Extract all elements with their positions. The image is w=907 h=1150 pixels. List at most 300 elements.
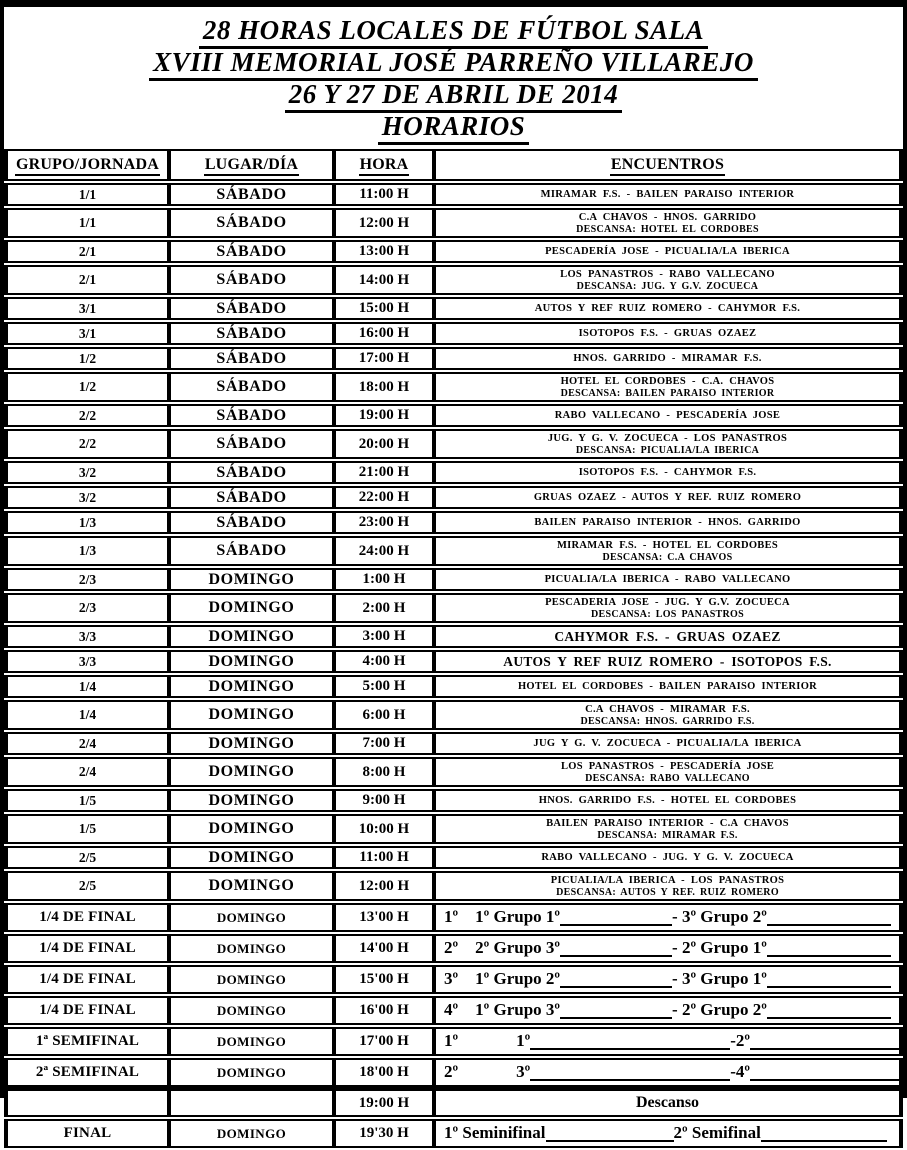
match-teams: ISOTOPOS F.S. - GRUAS OZAEZ xyxy=(578,327,757,339)
hora-label: 23:00 H xyxy=(358,514,410,530)
match-entry xyxy=(440,376,895,399)
table-row xyxy=(4,372,903,402)
table-row xyxy=(4,650,903,673)
match-entry xyxy=(440,654,895,669)
match-teams: MIRAMAR F.S. - HOTEL EL CORDOBES xyxy=(556,539,779,551)
match-entry xyxy=(440,517,895,529)
hora-cell xyxy=(332,732,432,755)
table-row xyxy=(4,240,903,263)
hora-cell xyxy=(332,846,432,869)
match-entry xyxy=(440,328,895,340)
match-entry xyxy=(440,629,895,644)
table-row xyxy=(4,625,903,648)
column-header-label: HORA xyxy=(359,156,410,176)
lugar-dia-cell xyxy=(167,486,332,509)
match-teams: BAILEN PARAISO INTERIOR - C.A CHAVOS xyxy=(546,817,789,829)
encuentros-cell xyxy=(432,675,903,698)
grupo-jornada-label: 1/4 DE FINAL xyxy=(39,940,136,956)
table-row xyxy=(4,208,903,238)
match-teams: JUG. Y G. V. ZOCUECA - LOS PANASTROS xyxy=(547,432,788,444)
match-entry xyxy=(440,704,895,727)
hora-label: 5:00 H xyxy=(362,678,406,694)
encuentros-cell xyxy=(432,568,903,591)
hora-cell xyxy=(332,404,432,427)
lugar-dia-label: DOMINGO xyxy=(208,820,295,837)
hora-label: 12:00 H xyxy=(358,214,410,231)
table-row xyxy=(4,593,903,623)
descansa-note: DESCANSA: RABO VALLECANO xyxy=(585,772,750,784)
grupo-jornada-cell xyxy=(4,675,167,698)
grupo-jornada-label: 2/1 xyxy=(78,243,97,259)
encuentros-cell xyxy=(432,593,903,623)
match-teams: C.A CHAVOS - MIRAMAR F.S. xyxy=(585,703,750,715)
away-slot-label: - 2º Grupo 2º xyxy=(672,1000,767,1019)
grupo-jornada-label: 3/1 xyxy=(78,325,97,341)
lugar-dia-label: DOMINGO xyxy=(208,706,295,723)
lugar-dia-cell xyxy=(167,625,332,648)
match-teams: HNOS. GARRIDO - MIRAMAR F.S. xyxy=(573,352,762,364)
lugar-dia-cell xyxy=(167,372,332,402)
grupo-jornada-cell xyxy=(4,404,167,427)
blank-line xyxy=(546,1127,674,1142)
encuentros-cell xyxy=(432,240,903,263)
table-row xyxy=(4,934,903,963)
table-row xyxy=(4,429,903,459)
encuentros-cell xyxy=(432,183,903,206)
match-entry xyxy=(440,353,895,365)
table-row xyxy=(4,568,903,591)
grupo-jornada-label: 1/1 xyxy=(78,215,97,230)
lugar-dia-cell xyxy=(167,536,332,566)
home-slot-label: 3º xyxy=(516,1062,531,1081)
lugar-dia-label: SÁBADO xyxy=(216,488,287,506)
hora-cell xyxy=(332,511,432,534)
grupo-jornada-label: 2/2 xyxy=(78,407,97,423)
match-entry xyxy=(440,795,895,807)
hora-label: 10:00 H xyxy=(358,820,410,837)
grupo-jornada-label: 1/4 xyxy=(78,707,97,722)
grupo-jornada-cell xyxy=(4,372,167,402)
hora-label: 18'00 H xyxy=(359,1064,409,1080)
grupo-jornada-label: 1/2 xyxy=(78,379,97,394)
lugar-dia-label: SÁBADO xyxy=(216,406,287,424)
encuentros-cell xyxy=(432,846,903,869)
table-header xyxy=(4,149,903,181)
title-row xyxy=(4,16,903,44)
match-teams: BAILEN PARAISO INTERIOR - HNOS. GARRIDO xyxy=(534,516,801,528)
descanso-label: Descanso xyxy=(635,1094,700,1111)
match-teams: RABO VALLECANO - PESCADERÍA JOSE xyxy=(554,409,781,421)
encuentros-cell xyxy=(432,871,903,901)
lugar-dia-cell xyxy=(167,240,332,263)
lugar-dia-cell xyxy=(167,404,332,427)
table-row xyxy=(4,675,903,698)
away-slot-label: -2º xyxy=(730,1031,751,1050)
grupo-jornada-cell xyxy=(4,297,167,320)
hora-cell xyxy=(332,871,432,901)
hora-cell xyxy=(332,347,432,370)
hora-cell xyxy=(332,208,432,238)
hora-label: 19:00 H xyxy=(358,1094,410,1111)
table-row xyxy=(4,846,903,869)
hora-label: 11:00 H xyxy=(359,849,409,865)
playoff-entry xyxy=(440,1030,895,1053)
grupo-jornada-label: 1/3 xyxy=(78,543,97,558)
grupo-jornada-cell xyxy=(4,1058,167,1087)
descansa-note: DESCANSA: HOTEL EL CORDOBES xyxy=(576,223,759,235)
seed-label: 2º xyxy=(444,1062,459,1081)
lugar-dia-label: SÁBADO xyxy=(216,214,287,231)
hora-cell xyxy=(332,996,432,1025)
lugar-dia-cell xyxy=(167,675,332,698)
grupo-jornada-cell xyxy=(4,536,167,566)
hora-label: 13:00 H xyxy=(358,243,410,259)
lugar-dia-cell xyxy=(167,511,332,534)
hora-cell xyxy=(332,486,432,509)
grupo-jornada-label: 2ª SEMIFINAL xyxy=(35,1064,140,1080)
column-header-hora xyxy=(332,149,432,181)
grupo-jornada-label: 1ª SEMIFINAL xyxy=(35,1033,140,1049)
table-body xyxy=(4,183,903,1148)
grupo-jornada-label: 2/5 xyxy=(78,878,97,893)
match-teams: HOTEL EL CORDOBES - C.A. CHAVOS xyxy=(560,375,775,387)
grupo-jornada-cell xyxy=(4,568,167,591)
encuentros-cell xyxy=(432,1089,903,1117)
hora-label: 14:00 H xyxy=(358,271,410,288)
grupo-jornada-label: 2/4 xyxy=(78,764,97,779)
lugar-dia-label: SÁBADO xyxy=(216,542,287,559)
encuentros-cell xyxy=(432,511,903,534)
encuentros-cell xyxy=(432,208,903,238)
table-row xyxy=(4,871,903,901)
match-entry xyxy=(440,467,895,479)
blank-line xyxy=(560,1004,672,1019)
blank-line xyxy=(750,1035,902,1050)
descansa-note: DESCANSA: C.A CHAVOS xyxy=(602,551,733,563)
hora-cell xyxy=(332,625,432,648)
match-entry xyxy=(440,852,895,864)
grupo-jornada-cell xyxy=(4,650,167,673)
match-entry xyxy=(440,303,895,315)
hora-label: 17:00 H xyxy=(358,350,410,366)
playoff-entry xyxy=(440,968,895,991)
hora-label: 19'30 H xyxy=(359,1125,409,1141)
grupo-jornada-label: 3/3 xyxy=(78,628,97,644)
lugar-dia-label: DOMINGO xyxy=(216,1033,287,1049)
grupo-jornada-label: 3/3 xyxy=(78,653,97,669)
grupo-jornada-label: 1/4 DE FINAL xyxy=(39,1002,136,1018)
lugar-dia-label: SÁBADO xyxy=(216,378,287,395)
grupo-jornada-cell xyxy=(4,700,167,730)
final-entry xyxy=(440,1122,895,1145)
descansa-note: DESCANSA: JUG. Y G.V. ZOCUECA xyxy=(576,280,759,292)
hora-label: 7:00 H xyxy=(362,735,406,751)
grupo-jornada-label: 2/3 xyxy=(78,600,97,615)
encuentros-cell xyxy=(432,650,903,673)
grupo-jornada-label: 2/4 xyxy=(78,735,97,751)
match-teams: AUTOS Y REF RUIZ ROMERO - ISOTOPOS F.S. xyxy=(503,654,832,669)
home-slot-label: 2º Grupo 3º xyxy=(475,938,561,957)
match-teams: CAHYMOR F.S. - GRUAS OZAEZ xyxy=(554,629,781,644)
hora-cell xyxy=(332,297,432,320)
encuentros-cell xyxy=(432,1027,903,1056)
match-teams: HNOS. GARRIDO F.S. - HOTEL EL CORDOBES xyxy=(538,794,797,806)
encuentros-cell xyxy=(432,965,903,994)
hora-cell xyxy=(332,1089,432,1117)
home-slot-label: 1º Grupo 3º xyxy=(475,1000,561,1019)
title-block xyxy=(4,7,903,147)
descansa-note: DESCANSA: PICUALIA/LA IBERICA xyxy=(575,444,760,456)
hora-label: 11:00 H xyxy=(359,186,409,202)
table-row xyxy=(4,996,903,1025)
encuentros-cell xyxy=(432,372,903,402)
lugar-dia-label: SÁBADO xyxy=(216,435,287,452)
grupo-jornada-label: 3/1 xyxy=(78,300,97,316)
hora-cell xyxy=(332,650,432,673)
hora-cell xyxy=(332,675,432,698)
table-row xyxy=(4,1119,903,1148)
grupo-jornada-label: 1/1 xyxy=(78,186,97,202)
lugar-dia-label: DOMINGO xyxy=(216,909,287,925)
grupo-jornada-label: 2/1 xyxy=(78,272,97,287)
lugar-dia-cell xyxy=(167,1027,332,1056)
lugar-dia-label: DOMINGO xyxy=(208,734,295,752)
match-teams: C.A CHAVOS - HNOS. GARRIDO xyxy=(578,211,757,223)
match-entry xyxy=(440,212,895,235)
lugar-dia-cell xyxy=(167,183,332,206)
lugar-dia-cell xyxy=(167,429,332,459)
table-row xyxy=(4,965,903,994)
lugar-dia-cell xyxy=(167,700,332,730)
grupo-jornada-label: 1/5 xyxy=(78,821,97,836)
hora-cell xyxy=(332,593,432,623)
title-row xyxy=(4,80,903,108)
table-row xyxy=(4,700,903,730)
grupo-jornada-label: 1/4 xyxy=(78,678,97,694)
lugar-dia-cell xyxy=(167,903,332,932)
match-teams: LOS PANASTROS - PESCADERÍA JOSE xyxy=(560,760,775,772)
lugar-dia-label: DOMINGO xyxy=(208,877,295,894)
lugar-dia-label: DOMINGO xyxy=(208,570,295,588)
title-row xyxy=(4,112,903,140)
grupo-jornada-cell xyxy=(4,732,167,755)
match-entry xyxy=(440,597,895,620)
blank-line xyxy=(560,942,672,957)
hora-cell xyxy=(332,1058,432,1087)
title-row xyxy=(4,48,903,76)
hora-cell xyxy=(332,789,432,812)
lugar-dia-cell xyxy=(167,934,332,963)
table-row xyxy=(4,903,903,932)
lugar-dia-cell xyxy=(167,322,332,345)
lugar-dia-label: DOMINGO xyxy=(208,763,295,780)
hora-label: 17'00 H xyxy=(359,1033,409,1049)
hora-cell xyxy=(332,322,432,345)
hora-label: 15'00 H xyxy=(359,971,409,987)
blank-line xyxy=(767,911,891,926)
lugar-dia-cell xyxy=(167,347,332,370)
encuentros-cell xyxy=(432,625,903,648)
column-header-lugar-dia xyxy=(167,149,332,181)
encuentros-cell xyxy=(432,265,903,295)
table-row xyxy=(4,1027,903,1056)
table-row xyxy=(4,183,903,206)
table-row xyxy=(4,732,903,755)
encuentros-cell xyxy=(432,536,903,566)
match-teams: RABO VALLECANO - JUG. Y G. V. ZOCUECA xyxy=(541,851,794,863)
column-header-encuentros xyxy=(432,149,903,181)
table-row xyxy=(4,404,903,427)
lugar-dia-label: DOMINGO xyxy=(208,627,295,645)
match-entry xyxy=(440,410,895,422)
grupo-jornada-cell xyxy=(4,1027,167,1056)
hora-cell xyxy=(332,903,432,932)
match-entry xyxy=(440,540,895,563)
table-row xyxy=(4,757,903,787)
table-row xyxy=(4,461,903,484)
lugar-dia-label: DOMINGO xyxy=(216,940,287,956)
home-slot-label: 1º xyxy=(516,1031,531,1050)
match-teams: HOTEL EL CORDOBES - BAILEN PARAISO INTERIOR xyxy=(517,680,818,692)
hora-cell xyxy=(332,265,432,295)
grupo-jornada-label: 2/5 xyxy=(78,849,97,865)
lugar-dia-label: SÁBADO xyxy=(216,271,287,288)
match-teams: PESCADERÍA JOSE - PICUALIA/LA IBERICA xyxy=(545,245,790,257)
hora-label: 2:00 H xyxy=(362,599,406,616)
hora-label: 9:00 H xyxy=(362,792,406,808)
blank-line xyxy=(530,1035,730,1050)
hora-label: 15:00 H xyxy=(358,300,410,316)
encuentros-cell xyxy=(432,757,903,787)
grupo-jornada-cell xyxy=(4,322,167,345)
column-header-label: ENCUENTROS xyxy=(610,156,725,176)
grupo-jornada-label: 3/2 xyxy=(78,464,97,480)
lugar-dia-cell xyxy=(167,757,332,787)
descansa-note: DESCANSA: BAILEN PARAISO INTERIOR xyxy=(560,387,775,399)
blank-line xyxy=(560,911,672,926)
hora-cell xyxy=(332,700,432,730)
lugar-dia-cell xyxy=(167,732,332,755)
match-teams: AUTOS Y REF RUIZ ROMERO - CAHYMOR F.S. xyxy=(534,302,801,314)
table-row xyxy=(4,1089,903,1117)
seed-label: 2º xyxy=(444,938,459,957)
grupo-jornada-cell xyxy=(4,265,167,295)
column-header-grupo-jornada xyxy=(4,149,167,181)
lugar-dia-label: SÁBADO xyxy=(216,349,287,367)
grupo-jornada-cell xyxy=(4,846,167,869)
lugar-dia-cell xyxy=(167,568,332,591)
table-row xyxy=(4,486,903,509)
encuentros-cell xyxy=(432,732,903,755)
hora-cell xyxy=(332,757,432,787)
column-header-label: LUGAR/DÍA xyxy=(204,156,299,176)
encuentros-cell xyxy=(432,404,903,427)
hora-label: 6:00 H xyxy=(362,706,406,723)
table-row xyxy=(4,297,903,320)
tournament-title: 28 HORAS LOCALES DE FÚTBOL SALA xyxy=(199,15,708,49)
seed-label: 3º xyxy=(444,969,459,988)
lugar-dia-cell xyxy=(167,265,332,295)
lugar-dia-cell xyxy=(167,965,332,994)
match-entry xyxy=(440,189,895,201)
grupo-jornada-cell xyxy=(4,903,167,932)
grupo-jornada-label: 2/3 xyxy=(78,571,97,587)
playoff-entry xyxy=(440,937,895,960)
seed-label: 1º xyxy=(444,1031,459,1050)
encuentros-cell xyxy=(432,1058,903,1087)
column-header-label: GRUPO/JORNADA xyxy=(15,156,160,176)
grupo-jornada-label: 1/3 xyxy=(78,514,97,530)
match-entry xyxy=(440,269,895,292)
home-slot-label: 1º Grupo 1º xyxy=(475,907,561,926)
hora-cell xyxy=(332,536,432,566)
encuentros-cell xyxy=(432,486,903,509)
hora-cell xyxy=(332,1027,432,1056)
hora-label: 20:00 H xyxy=(358,435,410,452)
hora-cell xyxy=(332,934,432,963)
hora-label: 24:00 H xyxy=(358,542,410,559)
grupo-jornada-cell xyxy=(4,347,167,370)
lugar-dia-label: DOMINGO xyxy=(208,791,295,809)
grupo-jornada-cell xyxy=(4,461,167,484)
grupo-jornada-cell xyxy=(4,1089,167,1117)
lugar-dia-label: DOMINGO xyxy=(216,971,287,987)
match-entry xyxy=(440,433,895,456)
lugar-dia-label: SÁBADO xyxy=(216,513,287,531)
encuentros-cell xyxy=(432,461,903,484)
match-teams: LOS PANASTROS - RABO VALLECANO xyxy=(560,268,775,280)
away-slot-label: - 3º Grupo 1º xyxy=(672,969,767,988)
lugar-dia-cell xyxy=(167,1089,332,1117)
grupo-jornada-label: FINAL xyxy=(63,1125,112,1141)
match-entry xyxy=(440,246,895,258)
lugar-dia-label: SÁBADO xyxy=(216,463,287,481)
encuentros-cell xyxy=(432,347,903,370)
hora-label: 3:00 H xyxy=(362,628,406,644)
grupo-jornada-label: 3/2 xyxy=(78,489,97,505)
encuentros-cell xyxy=(432,903,903,932)
blank-line xyxy=(767,973,891,988)
hora-cell xyxy=(332,568,432,591)
grupo-jornada-cell xyxy=(4,208,167,238)
encuentros-cell xyxy=(432,996,903,1025)
grupo-jornada-cell xyxy=(4,593,167,623)
away-slot-label: - 2º Grupo 1º xyxy=(672,938,767,957)
lugar-dia-label: SÁBADO xyxy=(216,299,287,317)
encuentros-cell xyxy=(432,700,903,730)
hora-label: 13'00 H xyxy=(359,909,409,925)
match-entry xyxy=(440,574,895,586)
lugar-dia-label: DOMINGO xyxy=(208,848,295,866)
lugar-dia-label: DOMINGO xyxy=(216,1002,287,1018)
encuentros-cell xyxy=(432,322,903,345)
match-teams: PESCADERIA JOSE - JUG. Y G.V. ZOCUECA xyxy=(545,596,790,608)
table-row xyxy=(4,511,903,534)
hora-label: 16'00 H xyxy=(359,1002,409,1018)
hora-cell xyxy=(332,429,432,459)
match-teams: MIRAMAR F.S. - BAILEN PARAISO INTERIOR xyxy=(540,188,795,200)
lugar-dia-cell xyxy=(167,461,332,484)
match-entry xyxy=(440,761,895,784)
seed-label: 4º xyxy=(444,1000,459,1019)
grupo-jornada-cell xyxy=(4,1119,167,1148)
lugar-dia-cell xyxy=(167,297,332,320)
blank-line xyxy=(761,1127,887,1142)
match-teams: GRUAS OZAEZ - AUTOS Y REF. RUIZ ROMERO xyxy=(533,491,802,503)
grupo-jornada-cell xyxy=(4,934,167,963)
match-entry xyxy=(440,681,895,693)
descansa-note: DESCANSA: HNOS. GARRIDO F.S. xyxy=(580,715,755,727)
